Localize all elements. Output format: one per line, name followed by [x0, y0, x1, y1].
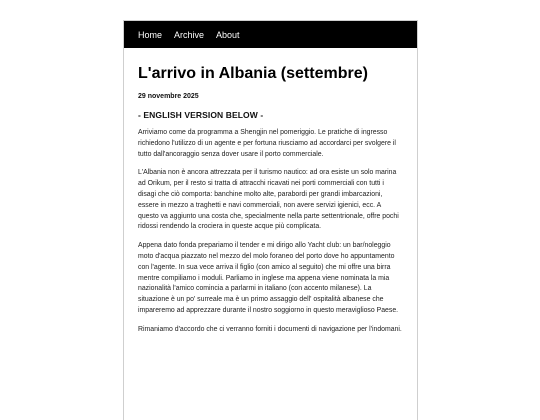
nav-about-link[interactable]: About [216, 29, 240, 40]
post-paragraph: Arriviamo come da programma a Shengjin nel pomeriggio. Le pratiche di ingresso richiedono l'utilizzo di un agente e per fortuna riusciamo ad accordarci per svolgere il tutto dall'ancoraggio senza dover usare il porto commerciale. [138, 129, 396, 158]
post-paragraph: L'Albania non è ancora attrezzata per il turismo nautico: ad ora esiste un solo marina ad Orikum, per il resto si tratta di attracchi ricavati nei porti commerciali con tutti i disagi che ciò comporta: banchine molto alte, parabordi per grandi imbarcazioni, essere in mezzo a traghetti e navi commerciali, non avere servizi igienici, ecc. A questo va aggiunto una costa che, specialmente nella parte settentrionale, offre pochi ridossi rendendo la crociera in queste acque più complicata. [138, 169, 399, 231]
post-date: 29 novembre 2025 [138, 93, 199, 100]
blog-page [123, 20, 418, 420]
post-article [124, 48, 417, 336]
top-navbar [124, 21, 417, 48]
english-version-notice: - ENGLISH VERSION BELOW - [138, 110, 264, 120]
post-title: L'arrivo in Albania (settembre) [138, 65, 368, 82]
post-paragraph: Rimaniamo d'accordo che ci verranno forniti i documenti di navigazione per l'indomani. [138, 325, 402, 333]
nav-home-link[interactable]: Home [138, 29, 163, 40]
nav-archive-link[interactable]: Archive [174, 29, 205, 40]
post-paragraph: Appena dato fonda prepariamo il tender e mi dirigo allo Yacht club: un bar/noleggio moto d'acqua piazzato nel mezzo del molo foraneo del porto dove ho appuntamento con l'agente. In sua vece arriva il figlio (con amico al seguito) che mi offre una birra mentre compiliamo i moduli. Parliamo in inglese ma appena viene nominata la mia nazionalità l'amico comincia a parlarmi in italiano (con accento milanese). La situazione è un po' surreale ma è un primo assaggio dell' ospitalità albanese che impareremo ad apprezzare durante il nostro soggiorno in questo meraviglioso Paese. [138, 242, 399, 314]
